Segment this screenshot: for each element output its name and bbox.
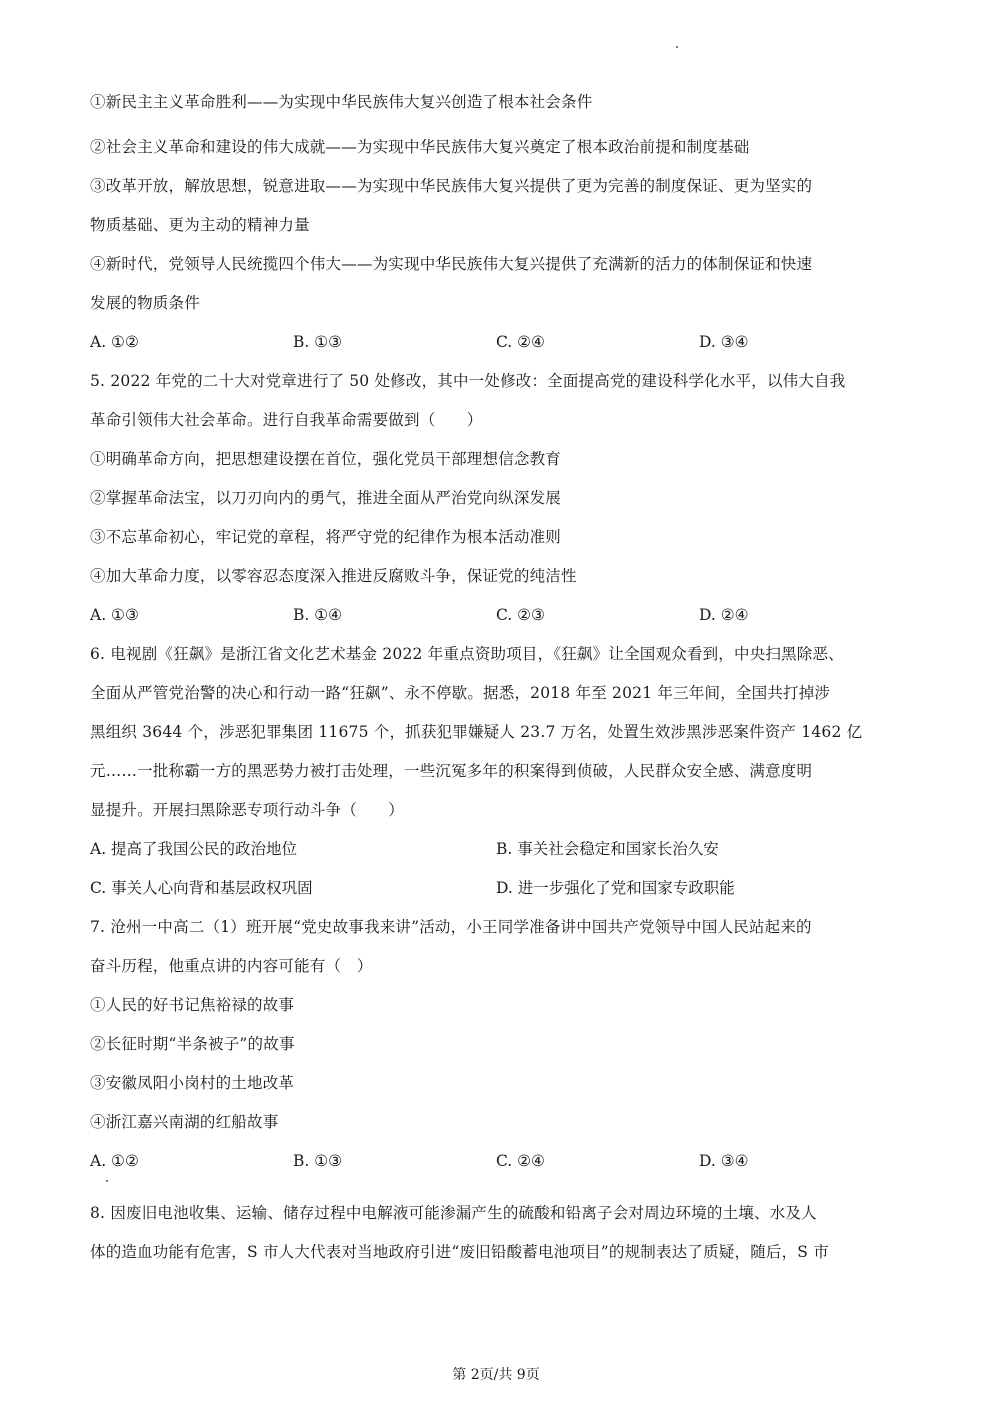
- q5-option-d[interactable]: D. ②④: [699, 606, 749, 624]
- q6-options-row-1: [90, 838, 905, 860]
- q6-stem-line-1: 6. 电视剧《狂飙》是浙江省文化艺术基金 2022 年重点资助项目，《狂飙》让全国观众看到，中央扫黑除恶、: [90, 645, 844, 663]
- q7-options: [90, 1150, 905, 1172]
- q5-option-c[interactable]: C. ②③: [496, 606, 545, 624]
- q5-option-a[interactable]: A. ①③: [90, 606, 139, 624]
- q7-item-4: ④浙江嘉兴南湖的红船故事: [90, 1113, 279, 1131]
- q7-option-c[interactable]: C. ②④: [496, 1152, 545, 1170]
- q5-item-2: ②掌握革命法宝，以刀刃向内的勇气，推进全面从严治党向纵深发展: [90, 489, 562, 507]
- q4-option-d[interactable]: D. ③④: [699, 333, 749, 351]
- q6-option-c[interactable]: C. 事关人心向背和基层政权巩固: [90, 879, 313, 897]
- q7-option-b[interactable]: B. ①③: [293, 1152, 343, 1170]
- q5-item-4: ④加大革命力度，以零容忍态度深入推进反腐败斗争，保证党的纯洁性: [90, 567, 577, 585]
- q4-options: [90, 331, 905, 353]
- q4-option-a[interactable]: A. ①②: [90, 333, 139, 351]
- q7-stem-line-1: 7. 沧州一中高二（1）班开展“党史故事我来讲”活动，小王同学准备讲中国共产党领导中国人民站起来的: [90, 918, 812, 936]
- q7-stem-line-2: 奋斗历程，他重点讲的内容可能有（ ）: [90, 957, 373, 975]
- q8-stem-line-2: 体的造血功能有危害，S 市人大代表对当地政府引进“废旧铅酸蓄电池项目”的规制表达了质疑，随后，S 市: [90, 1243, 829, 1261]
- q4-option-c[interactable]: C. ②④: [496, 333, 545, 351]
- q7-item-3: ③安徽凤阳小岗村的土地改革: [90, 1074, 295, 1092]
- q4-item-1: ①新民主主义革命胜利——为实现中华民族伟大复兴创造了根本社会条件: [90, 93, 593, 111]
- page-number-footer: 第 2页/共 9页: [452, 1367, 540, 1383]
- q6-option-b[interactable]: B. 事关社会稳定和国家长治久安: [496, 840, 719, 858]
- q8-stem-line-1: 8. 因废旧电池收集、运输、储存过程中电解液可能渗漏产生的硫酸和铅离子会对周边环境的土壤、水及人: [90, 1204, 817, 1222]
- q7-option-d[interactable]: D. ③④: [699, 1152, 749, 1170]
- q5-option-b[interactable]: B. ①④: [293, 606, 343, 624]
- q7-option-a[interactable]: A. ①②: [90, 1152, 139, 1170]
- q5-stem-line-2: 革命引领伟大社会革命。进行自我革命需要做到（ ）: [90, 411, 483, 429]
- q6-stem-line-5: 显提升。开展扫黑除恶专项行动斗争（ ）: [90, 801, 405, 819]
- q7-item-2: ②长征时期“半条被子”的故事: [90, 1035, 295, 1053]
- q5-item-1: ①明确革命方向，把思想建设摆在首位，强化党员干部理想信念教育: [90, 450, 562, 468]
- q4-item-3-line-1: ③改革开放，解放思想，锐意进取——为实现中华民族伟大复兴提供了更为完善的制度保证、更为坚实的: [90, 177, 813, 195]
- q4-item-4-line-1: ④新时代，党领导人民统揽四个伟大——为实现中华民族伟大复兴提供了充满新的活力的体制保证和快速: [90, 255, 813, 273]
- q6-stem-line-3: 黑组织 3644 个，涉恶犯罪集团 11675 个，抓获犯罪嫌疑人 23.7 万名，处置生效涉黑涉恶案件资产 1462 亿: [90, 723, 863, 741]
- q4-item-2: ②社会主义革命和建设的伟大成就——为实现中华民族伟大复兴奠定了根本政治前提和制度基础: [90, 138, 750, 156]
- q6-stem-line-2: 全面从严管党治警的决心和行动一路“狂飙”、永不停歇。据悉，2018 年至 2021 年三年间，全国共打掉涉: [90, 684, 831, 702]
- scan-dot: [106, 1180, 108, 1182]
- q4-item-4-line-2: 发展的物质条件: [90, 294, 200, 312]
- q6-stem-line-4: 元……一批称霸一方的黑恶势力被打击处理，一些沉冤多年的积案得到侦破，人民群众安全感、满意度明: [90, 762, 813, 780]
- q5-stem-line-1: 5. 2022 年党的二十大对党章进行了 50 处修改，其中一处修改：全面提高党的建设科学化水平，以伟大自我: [90, 372, 846, 390]
- q7-item-1: ①人民的好书记焦裕禄的故事: [90, 996, 295, 1014]
- q5-options: [90, 604, 905, 626]
- q4-item-3-line-2: 物质基础、更为主动的精神力量: [90, 216, 310, 234]
- q6-options-row-2: [90, 877, 905, 899]
- q4-option-b[interactable]: B. ①③: [293, 333, 343, 351]
- q6-option-a[interactable]: A. 提高了我国公民的政治地位: [90, 840, 298, 858]
- scan-dot: [676, 46, 678, 48]
- q5-item-3: ③不忘革命初心，牢记党的章程，将严守党的纪律作为根本活动准则: [90, 528, 562, 546]
- q6-option-d[interactable]: D. 进一步强化了党和国家专政职能: [496, 879, 735, 897]
